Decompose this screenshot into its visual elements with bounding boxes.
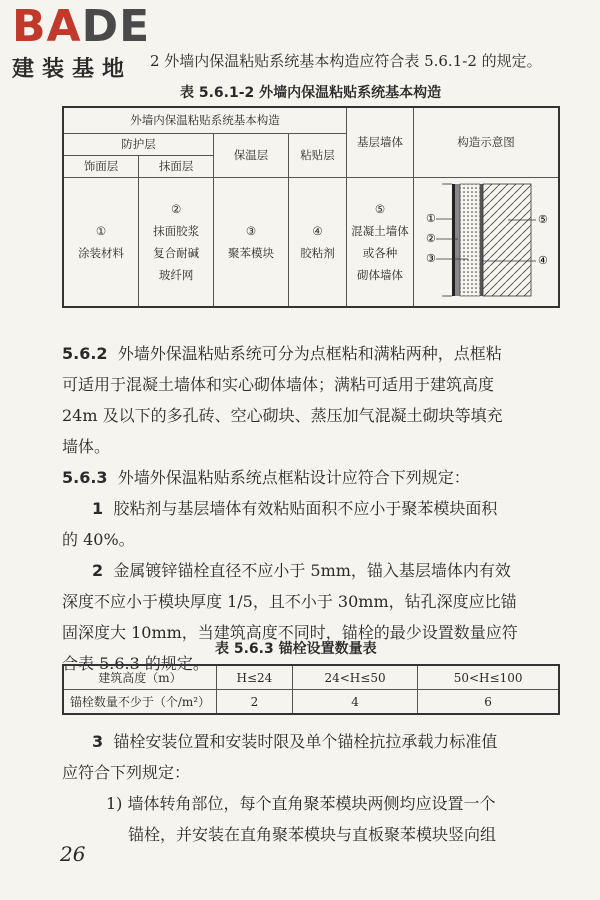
t2-header-quantity: 锚栓数量不少于（个/m²）	[63, 690, 217, 715]
cell-diagram	[414, 177, 560, 307]
header-base-wall: 基层墙体	[347, 107, 414, 177]
diagram-label-4: ④	[538, 254, 548, 268]
t2-qty-3: 6	[418, 690, 559, 715]
insulation-layer	[460, 184, 480, 296]
diagram-label-3: ③	[426, 252, 436, 266]
t2-range-1: H≤24	[217, 665, 293, 690]
header-protect: 防护层	[63, 133, 214, 155]
table2-caption: 表 5.6.3 锚栓设置数量表	[215, 641, 377, 657]
header-diagram: 构造示意图	[414, 107, 560, 177]
diagram-label-1: ①	[426, 212, 436, 226]
t2-header-height: 建筑高度（m）	[63, 665, 217, 690]
plaster-layer	[455, 184, 460, 296]
cell-insulation: ③ 聚苯模块	[214, 177, 289, 307]
header-group: 外墙内保温粘贴系统基本构造	[63, 107, 347, 133]
t2-qty-1: 2	[217, 690, 293, 715]
cell-facing: ① 涂装材料	[63, 177, 139, 307]
clause-5-6-2: 5.6.2 外墙外保温粘贴系统可分为点框粘和满粘两种，点框粘 可适用于混凝土墙体和实心砌体墙体；满粘可适用于建筑高度 24m 及以下的多孔砖、空心砌块、蒸压加气混凝土砌块等填充 墙体。	[62, 344, 503, 456]
wall-section-diagram	[418, 178, 554, 302]
base-wall-layer	[483, 184, 531, 296]
header-plaster: 抹面层	[139, 155, 214, 177]
facing-layer	[452, 184, 455, 296]
adhesive-layer	[480, 184, 483, 296]
logo-subtitle: 建装基地	[12, 57, 133, 82]
t2-range-2: 24<H≤50	[292, 665, 417, 690]
diagram-label-2: ②	[426, 232, 436, 246]
cell-plaster: ② 抹面胶浆 复合耐碱 玻纤网	[139, 177, 214, 307]
table1-caption: 表 5.6.1-2 外墙内保温粘贴系统基本构造	[180, 85, 442, 101]
header-adhesive: 粘贴层	[288, 133, 346, 177]
intro-line: 2 外墙内保温粘贴系统基本构造应符合表 5.6.1-2 的规定。	[150, 52, 542, 70]
t2-qty-2: 4	[292, 690, 417, 715]
item-3: 3 锚栓安装位置和安装时限及单个锚栓抗拉承载力标准值 应符合下列规定： 1) 墙体转角部位，每个直角聚苯模块两侧均应设置一个 锚栓，并安装在直角聚苯模块与直板聚苯模块竖向组	[62, 732, 498, 844]
header-insulation: 保温层	[214, 133, 289, 177]
clause-5-6-3: 5.6.3 外墙外保温粘贴系统点框粘设计应符合下列规定： 1 胶粘剂与基层墙体有效粘贴面积不应小于聚苯模块面积 的 40%。 2 金属镀锌锚栓直径不应小于 5mm，锚入基层墙体内有效 深度不应小于模块厚度 1/5，且不小于 30mm，钻孔深度应比锚 固深度大 10mm，当建筑高度不同时，锚栓的最少设置数量应符 合表 5.6.3 的规定。	[62, 468, 518, 673]
cell-adhesive: ④ 胶粘剂	[288, 177, 346, 307]
diagram-label-5: ⑤	[538, 213, 548, 227]
t2-range-3: 50<H≤100	[418, 665, 559, 690]
table-system-structure	[62, 106, 560, 308]
header-facing: 饰面层	[63, 155, 139, 177]
table-anchor-quantity	[62, 664, 560, 715]
page-number: 26	[60, 842, 86, 866]
logo-wordmark: BADE	[12, 1, 151, 52]
cell-base-wall: ⑤ 混凝土墙体 或各种 砌体墙体	[347, 177, 414, 307]
site-logo	[12, 1, 151, 83]
